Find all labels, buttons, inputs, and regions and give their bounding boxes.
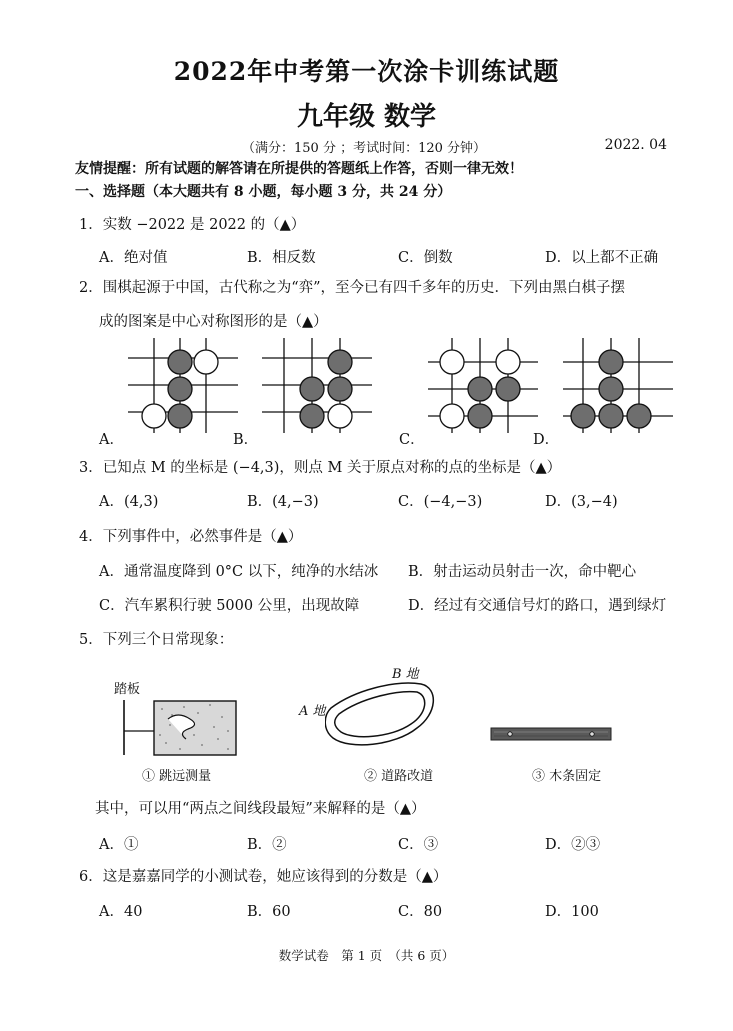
q5-option-a[interactable]: A．① xyxy=(99,837,139,853)
black-stone xyxy=(468,377,492,401)
black-stone xyxy=(496,377,520,401)
q2-label-a[interactable]: A． xyxy=(99,432,124,448)
black-stone xyxy=(168,377,192,401)
caption-1: ① 跳远测量 xyxy=(142,769,212,784)
q3-option-a[interactable]: A．(4,3) xyxy=(99,494,159,510)
long-jump-figure xyxy=(110,695,240,761)
black-stone xyxy=(599,377,623,401)
black-stone xyxy=(599,350,623,374)
black-stone xyxy=(300,404,324,428)
q6-option-a[interactable]: A．40 xyxy=(99,904,143,920)
q1-option-b[interactable]: B．相反数 xyxy=(247,250,316,266)
exam-date: 2022. 04 xyxy=(604,137,667,153)
exam-info: （满分：150 分 ；考试时间：120 分钟） xyxy=(242,141,487,156)
black-stone xyxy=(168,404,192,428)
q1-option-c[interactable]: C．倒数 xyxy=(398,250,453,266)
q6-option-c[interactable]: C．80 xyxy=(398,904,443,920)
go-figure-a[interactable] xyxy=(128,338,238,433)
q5-option-b[interactable]: B．② xyxy=(247,837,287,853)
q1-option-d[interactable]: D．以上都不正确 xyxy=(545,250,659,266)
wood-strip-figure xyxy=(490,726,612,742)
q4-option-d[interactable]: D．经过有交通信号灯的路口，遇到绿灯 xyxy=(408,598,667,614)
q3-stem: 3．已知点 M 的坐标是 (−4,3)，则点 M 关于原点对称的点的坐标是（▲） xyxy=(79,460,562,476)
white-stone xyxy=(328,404,352,428)
white-stone xyxy=(440,350,464,374)
q5-question: 其中，可以用“两点之间线段最短”来解释的是（▲） xyxy=(95,801,426,817)
q3-option-b[interactable]: B．(4,−3) xyxy=(247,494,319,510)
q6-stem: 6．这是嘉嘉同学的小测试卷，她应该得到的分数是（▲） xyxy=(79,869,448,885)
q2-stem-line1: 2．围棋起源于中国，古代称之为“弈”，至今已有四千多年的历史．下列由黑白棋子摆 xyxy=(79,280,626,296)
page-footer: 数学试卷 第 1 页 （共 6 页） xyxy=(278,948,455,963)
q4-option-c[interactable]: C．汽车累积行驶 5000 公里，出现故障 xyxy=(99,598,360,614)
black-stone xyxy=(300,377,324,401)
black-stone xyxy=(627,404,651,428)
page-title: 2022年中考第一次涂卡训练试题 xyxy=(173,57,560,86)
q2-label-c[interactable]: C． xyxy=(399,432,425,448)
go-figure-b[interactable] xyxy=(262,338,372,433)
q1-stem: 1．实数 −2022 是 2022 的（▲） xyxy=(79,217,306,233)
go-figure-c[interactable] xyxy=(428,338,538,433)
q3-option-c[interactable]: C．(−4,−3) xyxy=(398,494,483,510)
q2-label-b[interactable]: B． xyxy=(233,432,259,448)
q2-label-d[interactable]: D． xyxy=(533,432,560,448)
white-stone xyxy=(194,350,218,374)
label-b-location: B 地 xyxy=(392,667,419,682)
q4-option-a[interactable]: A．通常温度降到 0°C 以下，纯净的水结冰 xyxy=(99,564,379,580)
road-figure xyxy=(325,676,440,756)
white-stone xyxy=(496,350,520,374)
white-stone xyxy=(142,404,166,428)
caption-2: ② 道路改道 xyxy=(364,769,434,784)
q4-stem: 4．下列事件中，必然事件是（▲） xyxy=(79,529,303,545)
go-figure-d[interactable] xyxy=(563,338,673,433)
q2-stem-line2: 成的图案是中心对称图形的是（▲） xyxy=(99,314,328,330)
white-stone xyxy=(440,404,464,428)
black-stone xyxy=(168,350,192,374)
black-stone xyxy=(468,404,492,428)
black-stone xyxy=(571,404,595,428)
q5-option-c[interactable]: C．③ xyxy=(398,837,439,853)
q6-option-d[interactable]: D．100 xyxy=(545,904,599,920)
q1-option-a[interactable]: A．绝对值 xyxy=(99,250,168,266)
black-stone xyxy=(599,404,623,428)
reminder: 友情提醒：所有试题的解答请在所提供的答题纸上作答，否则一律无效！ xyxy=(75,161,523,177)
label-a-location: A 地 xyxy=(299,704,326,719)
board-label: 踏板 xyxy=(114,682,141,697)
q5-stem: 5．下列三个日常现象： xyxy=(79,632,234,648)
q4-option-b[interactable]: B．射击运动员射击一次，命中靶心 xyxy=(408,564,637,580)
q5-option-d[interactable]: D．②③ xyxy=(545,837,601,853)
black-stone xyxy=(328,350,352,374)
section-heading: 一、选择题（本大题共有 8 小题，每小题 3 分，共 24 分） xyxy=(75,184,452,200)
caption-3: ③ 木条固定 xyxy=(532,769,602,784)
page-subtitle: 九年级 数学 xyxy=(296,102,437,132)
q3-option-d[interactable]: D．(3,−4) xyxy=(545,494,618,510)
black-stone xyxy=(328,377,352,401)
q6-option-b[interactable]: B．60 xyxy=(247,904,291,920)
